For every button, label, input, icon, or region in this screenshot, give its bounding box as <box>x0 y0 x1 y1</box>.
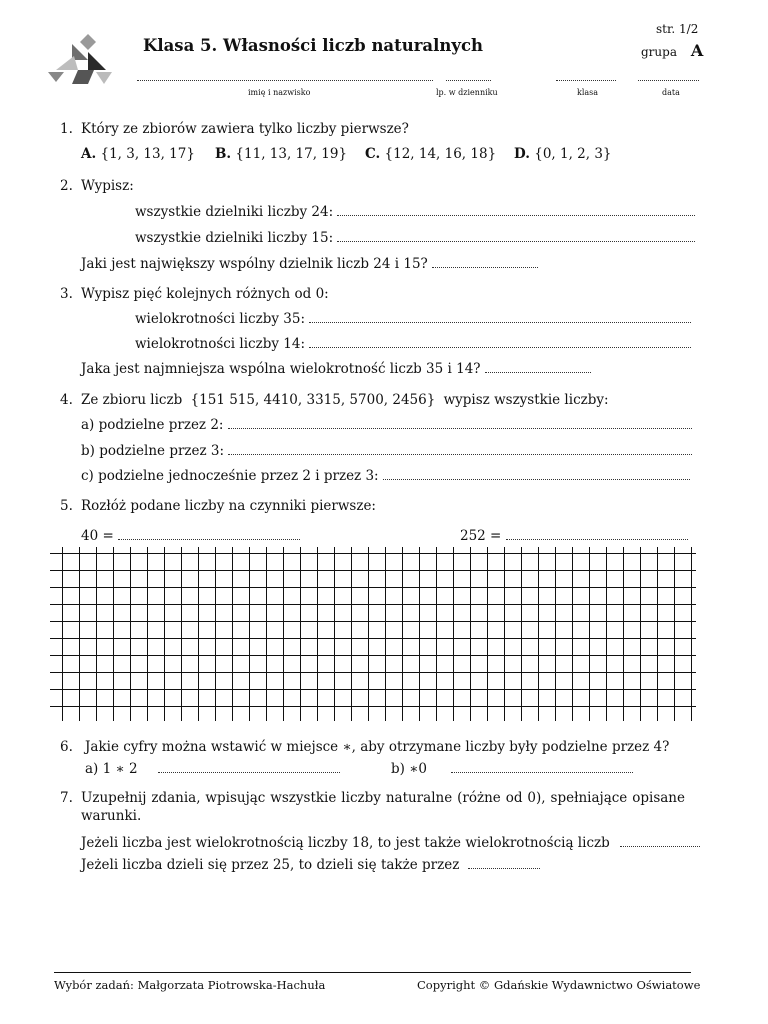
q7-answer2[interactable] <box>468 856 540 869</box>
q3-line3: Jaka jest najmniejsza wspólna wielokrotność liczb 35 i 14? <box>81 360 591 377</box>
q3-line1: wielokrotności liczby 35: <box>135 310 691 327</box>
q7-text-2: warunki. <box>81 808 142 824</box>
squared-paper-grid[interactable] <box>50 547 696 721</box>
group-value: A <box>690 41 704 60</box>
q4-line-a: a) podzielne przez 2: <box>81 416 692 433</box>
q2-answer2[interactable] <box>337 229 695 242</box>
q5-answer-left[interactable] <box>118 527 300 540</box>
q2-line1: wszystkie dzielniki liczby 24: <box>135 203 695 220</box>
q4-set: {151 515, 4410, 3315, 5700, 2456} <box>190 392 436 408</box>
q2-line2: wszystkie dzielniki liczby 15: <box>135 229 695 246</box>
q5-right: 252 = <box>460 527 688 544</box>
q2-number: 2. <box>60 178 73 194</box>
q2-line3: Jaki jest największy wspólny dzielnik liczb 24 i 15? <box>81 255 538 272</box>
q6-answer-a[interactable] <box>158 760 340 773</box>
q7-number: 7. <box>60 790 73 806</box>
class-label: klasa <box>577 88 599 97</box>
q3-answer3[interactable] <box>485 360 591 373</box>
footer-author: Wybór zadań: Małgorzata Piotrowska-Hachuła <box>54 978 326 992</box>
q7-line2: Jeżeli liczba dzieli się przez 25, to dzieli się także przez <box>81 856 540 873</box>
group-label: grupa A <box>641 41 704 60</box>
q7-answer1[interactable] <box>620 834 700 847</box>
q4-text: Ze zbioru liczb {151 515, 4410, 3315, 5700, 2456} wypisz wszystkie liczby: <box>81 392 609 408</box>
q6-number: 6. <box>60 739 73 755</box>
q4-answer-c[interactable] <box>383 467 690 480</box>
page-number: str. 1/2 <box>656 22 699 36</box>
q6-line-a: a) 1 ∗ 2 <box>85 760 340 777</box>
q7-text-1: Uzupełnij zdania, wpisując wszystkie liczby naturalne (różne od 0), spełniające opisane <box>81 790 685 806</box>
q1-option-b[interactable]: B. {11, 13, 17, 19} <box>215 146 348 162</box>
number-field[interactable] <box>446 70 491 81</box>
q4-line-b: b) podzielne przez 3: <box>81 442 692 459</box>
number-label: lp. w dzienniku <box>436 88 498 97</box>
q6-answer-b[interactable] <box>451 760 633 773</box>
q3-answer1[interactable] <box>309 310 691 323</box>
class-field[interactable] <box>556 70 616 81</box>
date-field[interactable] <box>638 70 699 81</box>
q5-answer-right[interactable] <box>506 527 688 540</box>
q1-text: Który ze zbiorów zawiera tylko liczby pierwsze? <box>81 121 409 137</box>
q1-option-c[interactable]: C. {12, 14, 16, 18} <box>365 146 497 162</box>
date-label: data <box>662 88 680 97</box>
q4-number: 4. <box>60 392 73 408</box>
q3-text: Wypisz pięć kolejnych różnych od 0: <box>81 286 329 302</box>
tangram-logo <box>48 32 116 88</box>
q3-answer2[interactable] <box>309 335 691 348</box>
q7-line1: Jeżeli liczba jest wielokrotnością liczby 18, to jest także wielokrotnością liczb <box>81 834 700 851</box>
q2-answer1[interactable] <box>337 203 695 216</box>
name-label: imię i nazwisko <box>248 88 311 97</box>
q4-answer-b[interactable] <box>228 442 692 455</box>
q6-text: Jakie cyfry można wstawić w miejsce ∗, aby otrzymane liczby były podzielne przez 4? <box>85 739 670 755</box>
q3-number: 3. <box>60 286 73 302</box>
footer-copyright: Copyright © Gdańskie Wydawnictwo Oświatowe <box>417 978 701 992</box>
q6-line-b: b) ∗0 <box>391 760 633 777</box>
page-title: Klasa 5. Własności liczb naturalnych <box>143 36 484 55</box>
q3-line2: wielokrotności liczby 14: <box>135 335 691 352</box>
q1-option-d[interactable]: D. {0, 1, 2, 3} <box>514 146 612 162</box>
name-field[interactable] <box>137 70 433 81</box>
footer-rule <box>54 972 691 973</box>
q2-text: Wypisz: <box>81 178 134 194</box>
q5-number: 5. <box>60 498 73 514</box>
q4-answer-a[interactable] <box>228 416 692 429</box>
q5-text: Rozłóż podane liczby na czynniki pierwsze: <box>81 498 376 514</box>
q1-number: 1. <box>60 121 73 137</box>
q1-option-a[interactable]: A. {1, 3, 13, 17} <box>81 146 195 162</box>
q2-answer3[interactable] <box>432 255 538 268</box>
q5-left: 40 = <box>81 527 300 544</box>
q4-line-c: c) podzielne jednocześnie przez 2 i przez 3: <box>81 467 690 484</box>
